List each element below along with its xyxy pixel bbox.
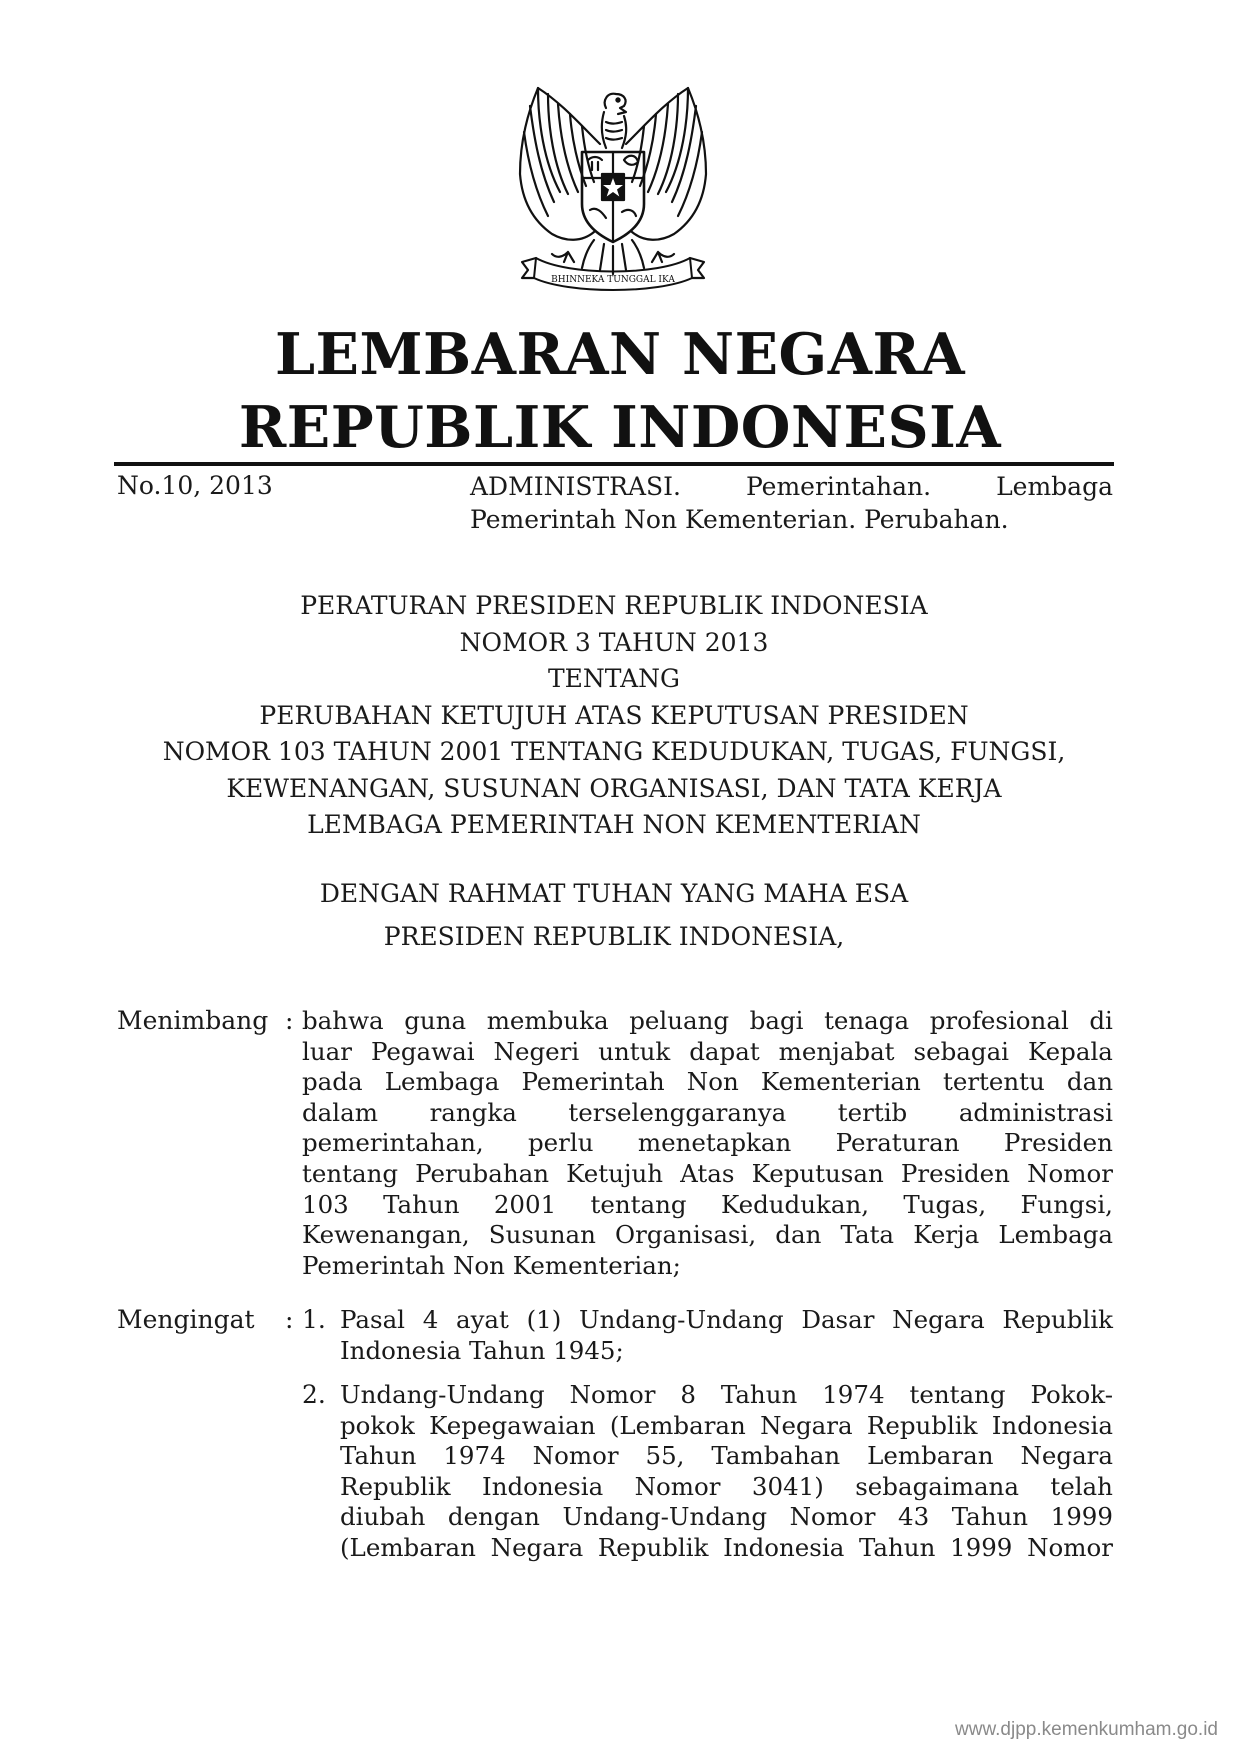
- word: Lembaran: [867, 1441, 994, 1471]
- word: Atas: [680, 1158, 735, 1188]
- word: Nomor: [569, 1380, 656, 1409]
- word: Tahun: [858, 1532, 936, 1562]
- word: Pasal: [340, 1305, 406, 1334]
- emblem-motto: BHINNEKA TUNGGAL IKA: [551, 275, 675, 285]
- title-line: PERUBAHAN KETUJUH ATAS KEPUTUSAN PRESIDEN: [259, 700, 969, 730]
- word: Tahun: [340, 1441, 417, 1471]
- word: Fungsi,: [1020, 1189, 1113, 1219]
- mengingat-item-number: 2.: [302, 1380, 326, 1409]
- word: 8: [680, 1380, 696, 1409]
- word: Republik: [340, 1471, 451, 1501]
- preamble: [114, 872, 1114, 958]
- word: Kerja: [913, 1220, 980, 1250]
- word: (Lembaran: [340, 1532, 476, 1562]
- word: tertentu: [942, 1067, 1045, 1097]
- word: pemerintahan,: [302, 1128, 484, 1158]
- masthead-title: [0, 318, 1240, 464]
- word: tenaga: [824, 1006, 910, 1035]
- word: Negara: [490, 1532, 584, 1562]
- word: Republik: [1002, 1305, 1113, 1334]
- regulation-title: [114, 588, 1114, 844]
- word: Negara: [1020, 1441, 1113, 1471]
- word: Kepegawaian: [429, 1410, 596, 1440]
- word: Non: [686, 1067, 739, 1097]
- word: menjabat: [778, 1036, 895, 1066]
- word: terselenggaranya: [568, 1097, 787, 1127]
- word: Indonesia: [991, 1410, 1113, 1440]
- menimbang-text: [302, 1006, 1113, 1281]
- subject-word: Pemerintahan.: [745, 472, 932, 501]
- word: Peraturan: [835, 1128, 960, 1158]
- word: Tahun: [951, 1502, 1029, 1532]
- word: Pegawai: [370, 1036, 475, 1066]
- word: 1974: [443, 1441, 506, 1471]
- mengingat-item-1: [340, 1305, 1113, 1366]
- masthead-line-1: LEMBARAN NEGARA: [274, 321, 966, 388]
- menimbang-colon: :: [285, 1006, 294, 1035]
- word: Republik: [597, 1532, 709, 1562]
- gazette-number: No.10, 2013: [117, 471, 273, 500]
- word: pada: [302, 1067, 363, 1097]
- watermark-url: www.djpp.kemenkumham.go.id: [955, 1719, 1218, 1740]
- word: dalam: [302, 1097, 378, 1127]
- menimbang-line: [302, 1006, 1113, 1037]
- word: Presiden: [1003, 1128, 1113, 1158]
- title-line: NOMOR 103 TAHUN 2001 TENTANG KEDUDUKAN, TUGAS, FUNGSI,: [162, 737, 1066, 766]
- masthead-line-2: REPUBLIK INDONESIA: [238, 394, 1002, 461]
- word: tertib: [837, 1097, 908, 1127]
- menimbang-line: [302, 1037, 1113, 1068]
- title-line: TENTANG: [547, 664, 680, 693]
- word: Organisasi,: [615, 1220, 757, 1250]
- word: administrasi: [958, 1097, 1113, 1127]
- mengingat-label: Mengingat: [117, 1305, 255, 1334]
- word: Dasar: [801, 1305, 875, 1334]
- word: Kementerian: [760, 1067, 921, 1097]
- word: Indonesia: [482, 1471, 604, 1501]
- word: sebagai: [913, 1036, 1010, 1066]
- word: Undang-Undang: [578, 1305, 784, 1334]
- menimbang-line: [302, 1098, 1113, 1129]
- menimbang-line: [302, 1067, 1113, 1098]
- word: di: [1089, 1006, 1113, 1035]
- word: Susunan: [488, 1220, 596, 1250]
- word: Lembaga: [998, 1220, 1113, 1250]
- word: Pemerintah: [521, 1067, 665, 1097]
- word: Undang-Undang: [340, 1380, 545, 1409]
- word: untuk: [598, 1036, 671, 1066]
- mengingat-line: [340, 1380, 1113, 1411]
- word: Nomor: [532, 1441, 619, 1471]
- word: Presiden: [900, 1158, 1010, 1188]
- word: Keputusan: [751, 1158, 884, 1188]
- subject-line-2: Pemerintah Non Kementerian. Perubahan.: [470, 505, 1009, 534]
- word: dapat: [689, 1036, 760, 1066]
- word: dan: [1066, 1067, 1113, 1097]
- word: tentang: [909, 1380, 1006, 1409]
- word: rangka: [429, 1097, 517, 1127]
- title-line: KEWENANGAN, SUSUNAN ORGANISASI, DAN TATA KERJA: [226, 773, 1002, 803]
- word: Negeri: [493, 1036, 580, 1066]
- word: Tata: [840, 1220, 895, 1250]
- mengingat-item-number: 1.: [302, 1305, 326, 1334]
- word: telah: [1050, 1471, 1113, 1501]
- word: 55,: [645, 1441, 685, 1471]
- word: peluang: [629, 1006, 730, 1035]
- word: Kedudukan,: [720, 1189, 870, 1219]
- word: bagi: [749, 1006, 804, 1035]
- subject-line-1: [470, 470, 1113, 503]
- word: guna: [404, 1006, 467, 1035]
- word: 3041): [751, 1471, 824, 1501]
- word: Negara: [892, 1305, 985, 1334]
- garuda-emblem-icon: [508, 82, 718, 300]
- mengingat-line: [340, 1502, 1113, 1533]
- word: Kewenangan,: [302, 1220, 470, 1250]
- word: 4: [422, 1305, 439, 1334]
- word: Indonesia: [723, 1532, 845, 1562]
- word: ayat: [455, 1305, 509, 1334]
- word: 103: [302, 1189, 349, 1219]
- word: Tahun: [383, 1189, 460, 1219]
- word: Tugas,: [903, 1189, 987, 1219]
- title-line: LEMBAGA PEMERINTAH NON KEMENTERIAN: [307, 810, 921, 839]
- word: Kepala: [1028, 1036, 1113, 1066]
- word: 43: [898, 1502, 930, 1532]
- word: Nomor: [1027, 1158, 1113, 1188]
- mengingat-line: [340, 1441, 1113, 1472]
- menimbang-label: Menimbang: [117, 1006, 269, 1035]
- word: diubah: [340, 1502, 426, 1532]
- word: luar: [302, 1036, 352, 1066]
- word: 1999: [1050, 1502, 1113, 1532]
- word: Tambahan: [711, 1441, 841, 1471]
- mengingat-colon: :: [285, 1305, 294, 1334]
- word: Nomor: [1027, 1532, 1113, 1562]
- word: tentang: [302, 1158, 399, 1188]
- masthead-divider: [114, 462, 1114, 466]
- word: Perubahan: [415, 1158, 549, 1188]
- word: menetapkan: [637, 1128, 792, 1158]
- word: dengan: [447, 1502, 540, 1532]
- word: Ketujuh: [566, 1158, 664, 1188]
- word: dan: [775, 1220, 822, 1250]
- word: bahwa: [302, 1006, 384, 1035]
- word: Pokok-: [1030, 1380, 1113, 1409]
- word: perlu: [528, 1128, 594, 1158]
- word: 1974: [822, 1380, 885, 1409]
- word: pokok: [340, 1410, 415, 1440]
- word: (1): [526, 1305, 562, 1334]
- menimbang-line: Pemerintah Non Kementerian;: [302, 1250, 681, 1280]
- title-line: PERATURAN PRESIDEN REPUBLIK INDONESIA: [300, 591, 928, 620]
- word: Undang-Undang: [562, 1502, 768, 1532]
- word: Nomor: [789, 1502, 876, 1532]
- word: sebagaimana: [855, 1471, 1019, 1501]
- word: (Lembaran: [609, 1410, 746, 1440]
- word: Tahun: [720, 1380, 798, 1409]
- menimbang-line: [302, 1159, 1113, 1190]
- title-line: NOMOR 3 TAHUN 2013: [459, 627, 769, 657]
- word: Nomor: [634, 1471, 721, 1501]
- mengingat-item-2: [340, 1380, 1113, 1564]
- word: profesional: [929, 1006, 1069, 1035]
- menimbang-line: [302, 1128, 1113, 1159]
- word: Negara: [760, 1410, 853, 1440]
- mengingat-line: [340, 1411, 1113, 1442]
- mengingat-line: [340, 1472, 1113, 1503]
- word: Republik: [866, 1410, 978, 1440]
- menimbang-line: [302, 1220, 1113, 1251]
- menimbang-line: [302, 1190, 1113, 1221]
- preamble-line-2: PRESIDEN REPUBLIK INDONESIA,: [383, 922, 845, 951]
- word: tentang: [590, 1189, 687, 1219]
- mengingat-line: [340, 1533, 1113, 1564]
- subject-word: Lembaga: [996, 472, 1113, 501]
- word: 1999: [950, 1532, 1013, 1562]
- mengingat-line: Indonesia Tahun 1945;: [340, 1335, 624, 1365]
- word: Lembaga: [384, 1067, 500, 1097]
- mengingat-line: [340, 1305, 1113, 1336]
- gazette-subject: [470, 470, 1113, 536]
- subject-word: ADMINISTRASI.: [470, 472, 681, 501]
- preamble-line-1: DENGAN RAHMAT TUHAN YANG MAHA ESA: [319, 879, 909, 908]
- word: membuka: [486, 1006, 609, 1035]
- word: 2001: [493, 1189, 557, 1219]
